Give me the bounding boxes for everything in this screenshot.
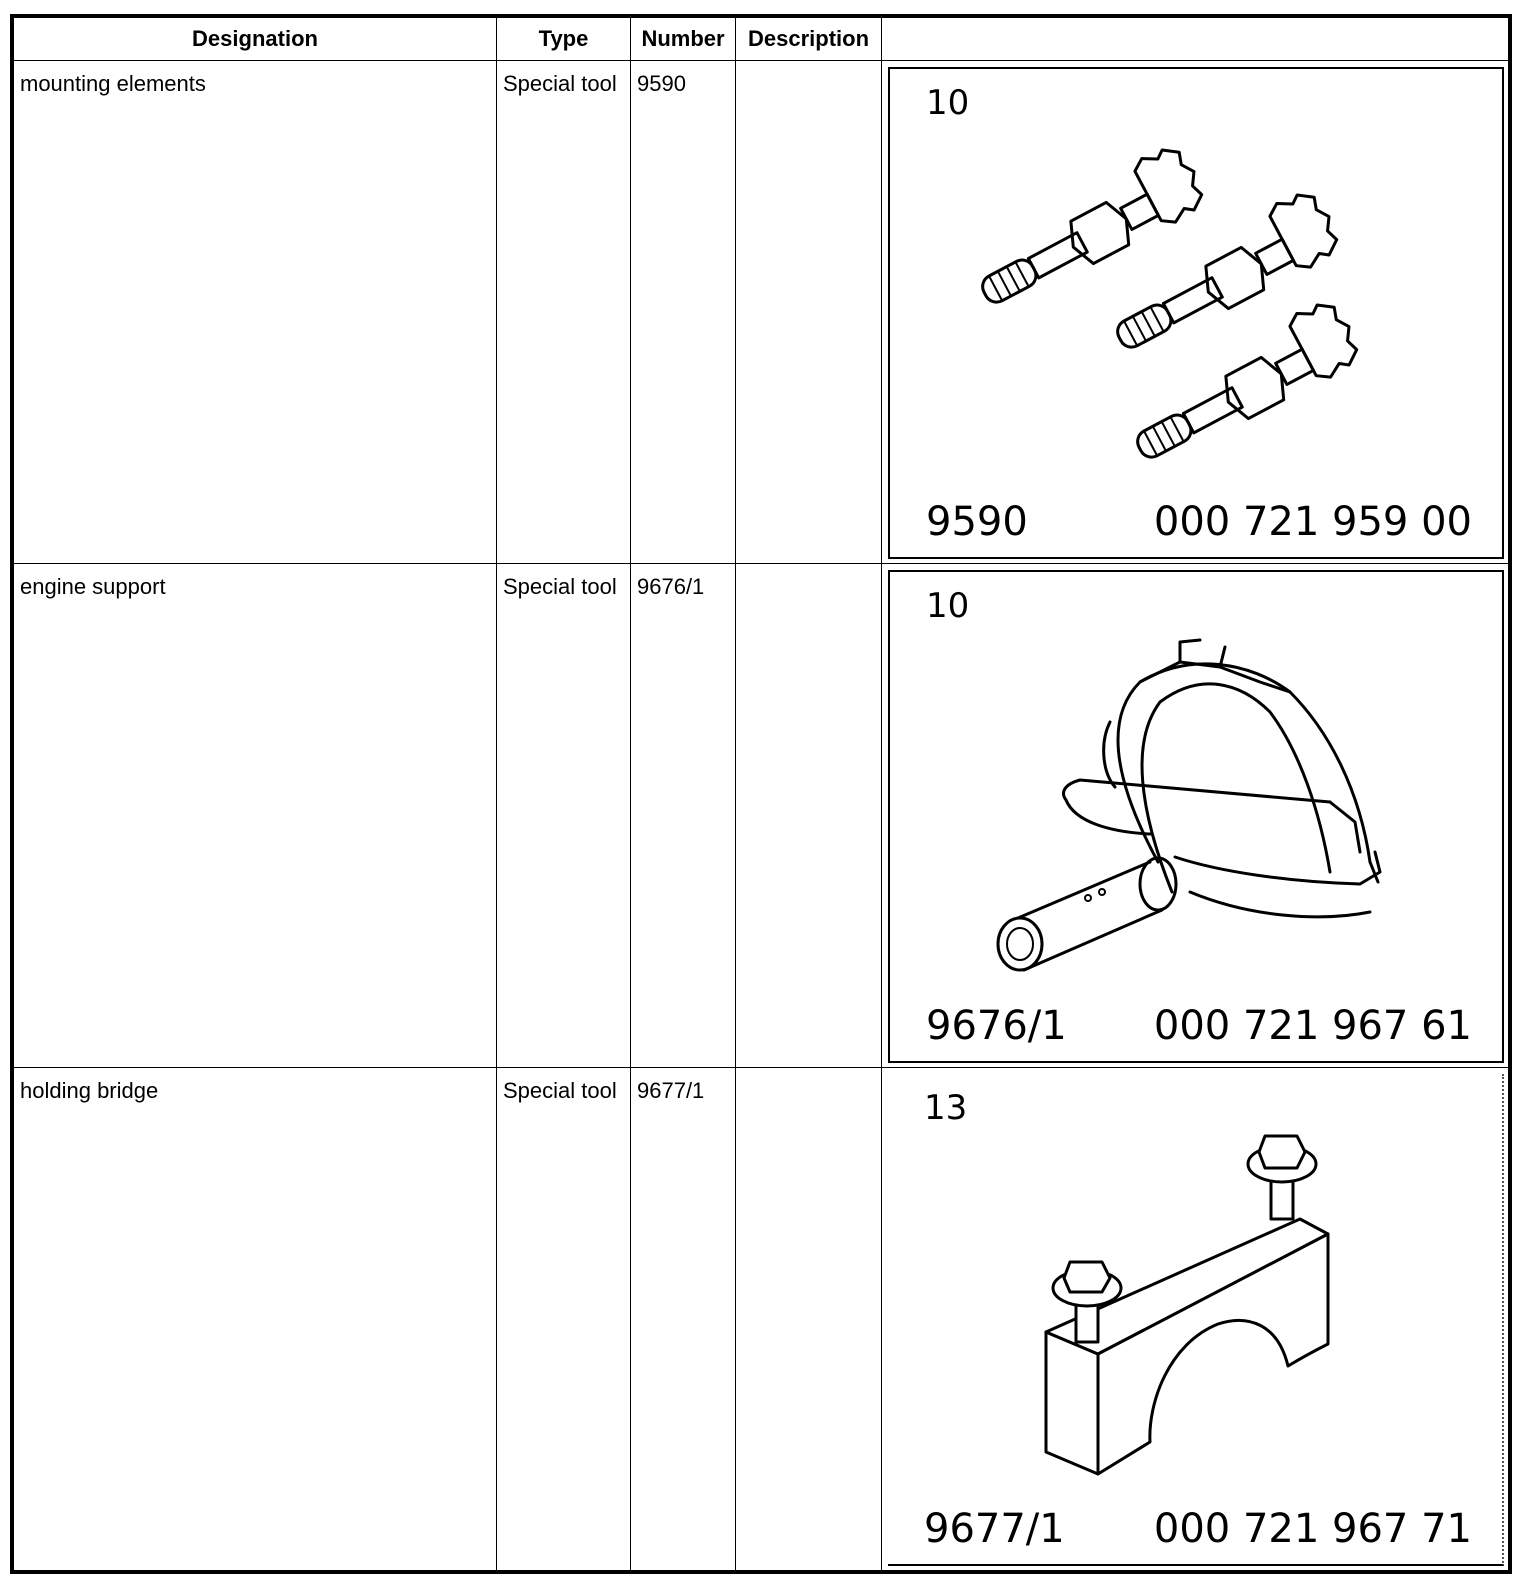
cell-type: Special tool <box>497 1067 631 1570</box>
figure-number: 13 <box>924 1087 968 1128</box>
holding-bridge-block-icon <box>888 1074 1488 1554</box>
cell-number: 9677/1 <box>631 1067 736 1570</box>
header-designation: Designation <box>14 18 497 61</box>
cell-image <box>882 1067 1509 1570</box>
cell-description <box>736 564 882 1067</box>
cell-designation: holding bridge <box>14 1067 497 1570</box>
header-type: Type <box>497 18 631 61</box>
tool-figure <box>888 570 1504 1062</box>
table-header-row <box>14 18 1509 61</box>
tool-figure <box>888 67 1504 559</box>
cell-type: Special tool <box>497 564 631 1067</box>
table-row <box>14 564 1509 1067</box>
tool-figure <box>888 1074 1504 1566</box>
figure-caption <box>926 1003 1472 1049</box>
cell-description <box>736 1067 882 1570</box>
figure-part-number: 000 721 967 71 <box>1153 1506 1472 1552</box>
three-bolts-with-star-knobs-icon <box>890 69 1490 549</box>
special-tools-table-sheet <box>10 14 1512 1574</box>
figure-tool-number: 9677/1 <box>924 1506 1065 1552</box>
figure-number: 10 <box>926 586 970 627</box>
cell-image <box>882 564 1509 1067</box>
cell-designation: engine support <box>14 564 497 1067</box>
header-number: Number <box>631 18 736 61</box>
cell-designation: mounting elements <box>14 61 497 564</box>
figure-part-number: 000 721 967 61 <box>1153 1002 1472 1049</box>
header-image <box>882 18 1509 61</box>
table-row <box>14 61 1509 564</box>
header-description: Description <box>736 18 882 61</box>
figure-caption <box>926 499 1472 545</box>
cell-description <box>736 61 882 564</box>
cell-number: 9676/1 <box>631 564 736 1067</box>
figure-tool-number: 9590 <box>926 499 1028 546</box>
figure-number: 10 <box>926 83 970 123</box>
cell-type: Special tool <box>497 61 631 564</box>
cell-image <box>882 61 1509 564</box>
table-row <box>14 1067 1509 1570</box>
figure-caption <box>924 1506 1472 1552</box>
cell-number: 9590 <box>631 61 736 564</box>
special-tools-table <box>13 17 1509 1571</box>
figure-tool-number: 9676/1 <box>926 1002 1067 1049</box>
figure-part-number: 000 721 959 00 <box>1153 499 1472 546</box>
engine-support-frame-icon <box>890 572 1490 1052</box>
